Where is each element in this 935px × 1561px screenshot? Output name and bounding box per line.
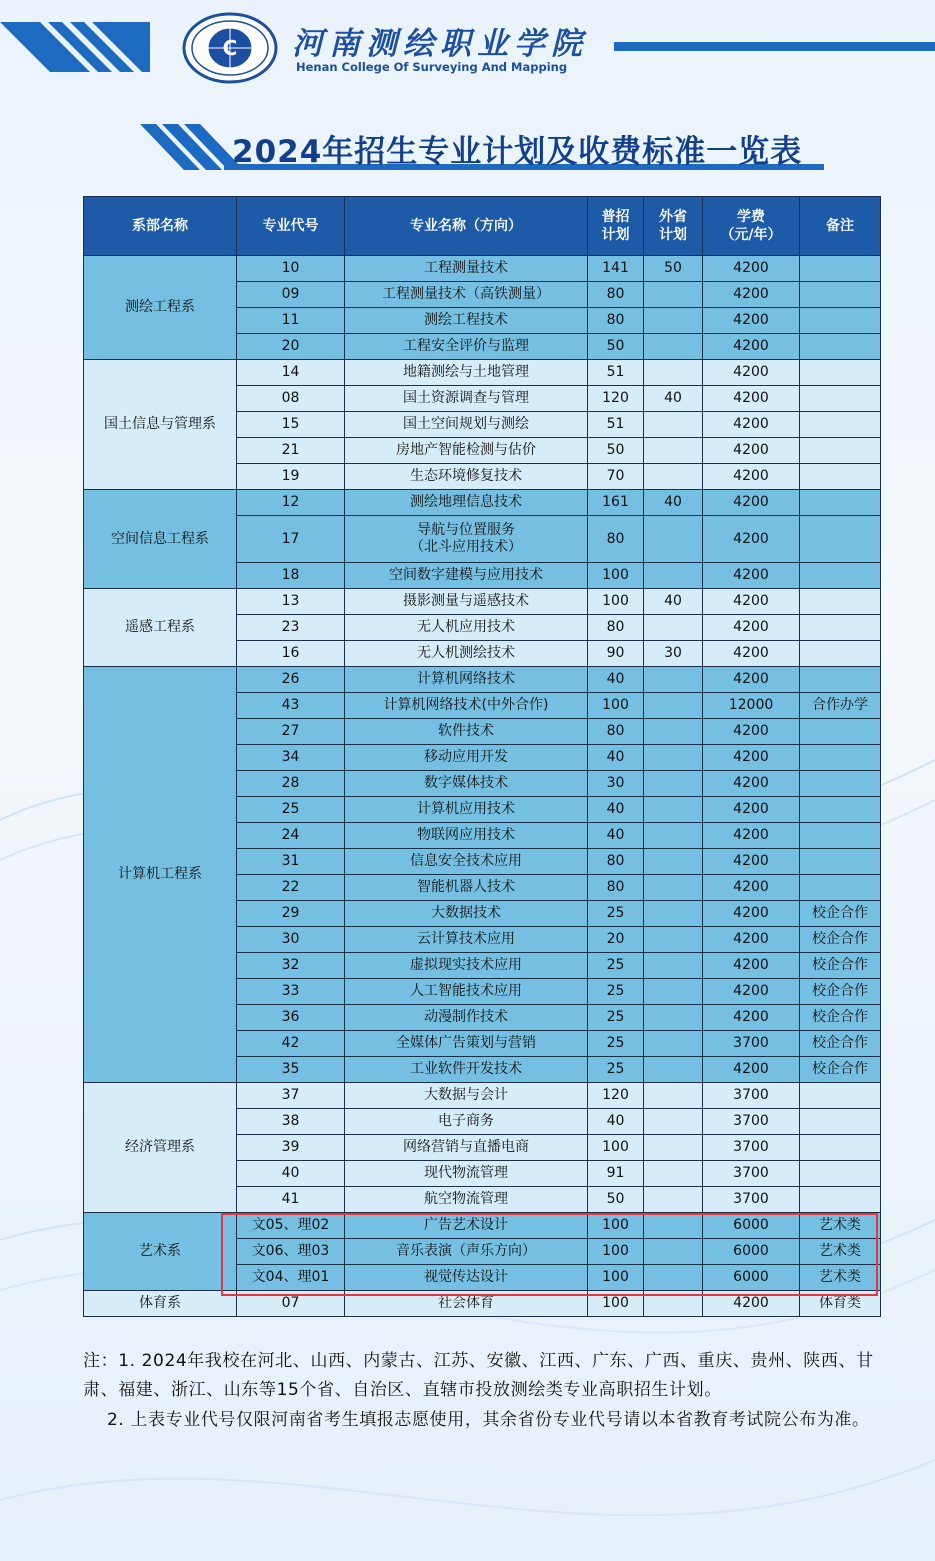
major-cell: 计算机网络技术: [345, 667, 588, 693]
code-cell: 14: [237, 360, 345, 386]
dept-cell: 国土信息与管理系: [84, 360, 237, 490]
code-cell: 34: [237, 745, 345, 771]
remark-cell: 艺术类: [800, 1213, 881, 1239]
major-cell: 社会体育: [345, 1291, 588, 1317]
remark-cell: [800, 1187, 881, 1213]
table-row: [84, 1083, 881, 1109]
general-plan-cell: 80: [588, 849, 644, 875]
outside-plan-cell: [644, 1005, 703, 1031]
code-cell: 38: [237, 1109, 345, 1135]
remark-cell: [800, 641, 881, 667]
fee-cell: 4200: [703, 823, 800, 849]
school-logo-icon: [181, 12, 279, 84]
outside-plan-cell: [644, 334, 703, 360]
fee-cell: 4200: [703, 1291, 800, 1317]
table-row: [84, 360, 881, 386]
fee-cell: 3700: [703, 1135, 800, 1161]
fee-cell: 4200: [703, 615, 800, 641]
fee-cell: 3700: [703, 1109, 800, 1135]
outside-plan-cell: 40: [644, 386, 703, 412]
outside-plan-cell: [644, 953, 703, 979]
code-cell: 43: [237, 693, 345, 719]
remark-cell: [800, 875, 881, 901]
note-1: 注：1. 2024年我校在河北、山西、内蒙古、江苏、安徽、江西、广东、广西、重庆、贵州、陕西、甘肃、福建、浙江、山东等15个省、自治区、直辖市投放测绘类专业高职招生计划。: [83, 1351, 874, 1400]
code-cell: 31: [237, 849, 345, 875]
fee-cell: 4200: [703, 516, 800, 563]
remark-cell: [800, 360, 881, 386]
outside-plan-cell: [644, 412, 703, 438]
general-plan-cell: 80: [588, 615, 644, 641]
major-cell: 云计算技术应用: [345, 927, 588, 953]
fee-cell: 4200: [703, 308, 800, 334]
general-plan-cell: 80: [588, 516, 644, 563]
school-name-cn: 河南测绘职业学院: [292, 26, 588, 62]
code-cell: 24: [237, 823, 345, 849]
fee-cell: 4200: [703, 901, 800, 927]
outside-plan-cell: [644, 771, 703, 797]
fee-cell: 4200: [703, 771, 800, 797]
remark-cell: [800, 745, 881, 771]
fee-cell: 4200: [703, 979, 800, 1005]
general-plan-cell: 25: [588, 979, 644, 1005]
outside-plan-cell: 30: [644, 641, 703, 667]
fee-cell: 4200: [703, 438, 800, 464]
school-name-en: Henan College Of Surveying And Mapping: [296, 60, 568, 74]
remark-cell: 体育类: [800, 1291, 881, 1317]
fee-cell: 4200: [703, 386, 800, 412]
fee-cell: 12000: [703, 693, 800, 719]
general-plan-cell: 120: [588, 1083, 644, 1109]
major-cell: 大数据与会计: [345, 1083, 588, 1109]
outside-plan-cell: [644, 927, 703, 953]
dept-cell: 体育系: [84, 1291, 237, 1317]
outside-plan-cell: [644, 308, 703, 334]
general-plan-cell: 100: [588, 1291, 644, 1317]
code-cell: 25: [237, 797, 345, 823]
fee-cell: 4200: [703, 490, 800, 516]
remark-cell: [800, 771, 881, 797]
remark-cell: [800, 256, 881, 282]
note-2: 2. 上表专业代号仅限河南省考生填报志愿使用，其余省份专业代号请以本省教育考试院公布为准。: [107, 1410, 870, 1430]
code-cell: 10: [237, 256, 345, 282]
remark-cell: [800, 1083, 881, 1109]
outside-plan-cell: [644, 464, 703, 490]
code-cell: 42: [237, 1031, 345, 1057]
general-plan-cell: 20: [588, 927, 644, 953]
general-plan-cell: 120: [588, 386, 644, 412]
header-code: 专业代号: [237, 197, 345, 256]
code-cell: 15: [237, 412, 345, 438]
remark-cell: 艺术类: [800, 1265, 881, 1291]
code-cell: 文06、理03: [237, 1239, 345, 1265]
fee-cell: 4200: [703, 360, 800, 386]
code-cell: 36: [237, 1005, 345, 1031]
major-cell: 国土资源调查与管理: [345, 386, 588, 412]
remark-cell: [800, 386, 881, 412]
general-plan-cell: 25: [588, 953, 644, 979]
remark-cell: 校企合作: [800, 979, 881, 1005]
code-cell: 文05、理02: [237, 1213, 345, 1239]
header-major: 专业名称（方向）: [345, 197, 588, 256]
header-fee: 学费 （元/年）: [703, 197, 800, 256]
code-cell: 29: [237, 901, 345, 927]
general-plan-cell: 80: [588, 308, 644, 334]
major-cell: 测绘地理信息技术: [345, 490, 588, 516]
general-plan-cell: 70: [588, 464, 644, 490]
general-plan-cell: 25: [588, 1031, 644, 1057]
notes: [83, 1347, 883, 1435]
major-cell: 视觉传达设计: [345, 1265, 588, 1291]
code-cell: 26: [237, 667, 345, 693]
fee-cell: 4200: [703, 412, 800, 438]
major-cell: 音乐表演（声乐方向）: [345, 1239, 588, 1265]
general-plan-cell: 100: [588, 693, 644, 719]
fee-cell: 4200: [703, 464, 800, 490]
remark-cell: [800, 719, 881, 745]
outside-plan-cell: [644, 901, 703, 927]
fee-cell: 4200: [703, 1057, 800, 1083]
remark-cell: [800, 1161, 881, 1187]
fee-cell: 4200: [703, 927, 800, 953]
remark-cell: [800, 464, 881, 490]
general-plan-cell: 141: [588, 256, 644, 282]
major-cell: 电子商务: [345, 1109, 588, 1135]
remark-cell: [800, 589, 881, 615]
general-plan-cell: 91: [588, 1161, 644, 1187]
remark-cell: [800, 438, 881, 464]
major-cell: 生态环境修复技术: [345, 464, 588, 490]
table-body: [84, 256, 881, 1317]
outside-plan-cell: [644, 823, 703, 849]
general-plan-cell: 50: [588, 1187, 644, 1213]
remark-cell: [800, 823, 881, 849]
major-cell: 工程测量技术: [345, 256, 588, 282]
major-cell: 计算机应用技术: [345, 797, 588, 823]
major-cell: 计算机网络技术(中外合作): [345, 693, 588, 719]
remark-cell: [800, 490, 881, 516]
major-cell: 大数据技术: [345, 901, 588, 927]
remark-cell: 校企合作: [800, 1057, 881, 1083]
major-cell: 工程测量技术（高铁测量）: [345, 282, 588, 308]
outside-plan-cell: [644, 360, 703, 386]
table-header-row: [84, 197, 881, 256]
remark-cell: 艺术类: [800, 1239, 881, 1265]
dept-cell: 空间信息工程系: [84, 490, 237, 589]
general-plan-cell: 51: [588, 412, 644, 438]
major-cell: 国土空间规划与测绘: [345, 412, 588, 438]
outside-plan-cell: [644, 719, 703, 745]
remark-cell: [800, 667, 881, 693]
major-cell: 人工智能技术应用: [345, 979, 588, 1005]
general-plan-cell: 100: [588, 1239, 644, 1265]
major-cell: 网络营销与直播电商: [345, 1135, 588, 1161]
major-cell: 地籍测绘与土地管理: [345, 360, 588, 386]
remark-cell: [800, 797, 881, 823]
major-cell: 虚拟现实技术应用: [345, 953, 588, 979]
fee-cell: 6000: [703, 1213, 800, 1239]
general-plan-cell: 161: [588, 490, 644, 516]
code-cell: 23: [237, 615, 345, 641]
outside-plan-cell: [644, 693, 703, 719]
major-cell: 物联网应用技术: [345, 823, 588, 849]
outside-plan-cell: [644, 745, 703, 771]
general-plan-cell: 40: [588, 745, 644, 771]
major-cell: 智能机器人技术: [345, 875, 588, 901]
general-plan-cell: 25: [588, 901, 644, 927]
general-plan-cell: 100: [588, 1213, 644, 1239]
highlight-box: [221, 1213, 878, 1296]
major-cell: 工程安全评价与监理: [345, 334, 588, 360]
general-plan-cell: 100: [588, 1135, 644, 1161]
major-cell: 工业软件开发技术: [345, 1057, 588, 1083]
outside-plan-cell: [644, 282, 703, 308]
code-cell: 41: [237, 1187, 345, 1213]
major-cell: 摄影测量与遥感技术: [345, 589, 588, 615]
table-row: [84, 256, 881, 282]
code-cell: 35: [237, 1057, 345, 1083]
outside-plan-cell: [644, 563, 703, 589]
outside-plan-cell: 40: [644, 490, 703, 516]
general-plan-cell: 50: [588, 438, 644, 464]
outside-plan-cell: [644, 979, 703, 1005]
fee-cell: 3700: [703, 1083, 800, 1109]
code-cell: 20: [237, 334, 345, 360]
code-cell: 13: [237, 589, 345, 615]
general-plan-cell: 25: [588, 1005, 644, 1031]
code-cell: 11: [237, 308, 345, 334]
outside-plan-cell: [644, 667, 703, 693]
dept-cell: 遥感工程系: [84, 589, 237, 667]
major-cell: 信息安全技术应用: [345, 849, 588, 875]
outside-plan-cell: [644, 849, 703, 875]
fee-cell: 4200: [703, 875, 800, 901]
code-cell: 09: [237, 282, 345, 308]
remark-cell: [800, 849, 881, 875]
major-cell: 动漫制作技术: [345, 1005, 588, 1031]
major-cell: 移动应用开发: [345, 745, 588, 771]
remark-cell: [800, 615, 881, 641]
header-rule: [614, 42, 935, 51]
dept-cell: 经济管理系: [84, 1083, 237, 1213]
fee-cell: 4200: [703, 589, 800, 615]
fee-cell: 6000: [703, 1239, 800, 1265]
major-cell: 现代物流管理: [345, 1161, 588, 1187]
remark-cell: 校企合作: [800, 927, 881, 953]
fee-cell: 3700: [703, 1031, 800, 1057]
general-plan-cell: 90: [588, 641, 644, 667]
general-plan-cell: 40: [588, 667, 644, 693]
code-cell: 21: [237, 438, 345, 464]
remark-cell: 校企合作: [800, 1005, 881, 1031]
fee-cell: 4200: [703, 667, 800, 693]
code-cell: 12: [237, 490, 345, 516]
major-cell: 空间数字建模与应用技术: [345, 563, 588, 589]
remark-cell: [800, 334, 881, 360]
outside-plan-cell: [644, 615, 703, 641]
header-dept: 系部名称: [84, 197, 237, 256]
code-cell: 32: [237, 953, 345, 979]
code-cell: 37: [237, 1083, 345, 1109]
code-cell: 文04、理01: [237, 1265, 345, 1291]
major-cell: 全媒体广告策划与营销: [345, 1031, 588, 1057]
fee-cell: 4200: [703, 563, 800, 589]
outside-plan-cell: 50: [644, 256, 703, 282]
general-plan-cell: 80: [588, 282, 644, 308]
table-row: [84, 667, 881, 693]
outside-plan-cell: [644, 1109, 703, 1135]
fee-cell: 4200: [703, 1005, 800, 1031]
outside-plan-cell: [644, 1187, 703, 1213]
code-cell: 27: [237, 719, 345, 745]
general-plan-cell: 30: [588, 771, 644, 797]
code-cell: 33: [237, 979, 345, 1005]
table-row: [84, 589, 881, 615]
svg-text:C: C: [222, 36, 238, 60]
page-title: 2024年招生专业计划及收费标准一览表: [232, 134, 803, 170]
fee-cell: 4200: [703, 282, 800, 308]
outside-plan-cell: [644, 875, 703, 901]
header-outside-plan: 外省 计划: [644, 197, 703, 256]
outside-plan-cell: 40: [644, 589, 703, 615]
general-plan-cell: 80: [588, 719, 644, 745]
fee-cell: 4200: [703, 256, 800, 282]
outside-plan-cell: [644, 516, 703, 563]
general-plan-cell: 80: [588, 875, 644, 901]
remark-cell: [800, 1135, 881, 1161]
major-cell: 数字媒体技术: [345, 771, 588, 797]
outside-plan-cell: [644, 797, 703, 823]
major-cell: 软件技术: [345, 719, 588, 745]
code-cell: 40: [237, 1161, 345, 1187]
general-plan-cell: 40: [588, 1109, 644, 1135]
code-cell: 08: [237, 386, 345, 412]
remark-cell: 校企合作: [800, 953, 881, 979]
outside-plan-cell: [644, 1135, 703, 1161]
fee-cell: 4200: [703, 745, 800, 771]
code-cell: 28: [237, 771, 345, 797]
header-remark: 备注: [800, 197, 881, 256]
major-cell: 无人机测绘技术: [345, 641, 588, 667]
general-plan-cell: 51: [588, 360, 644, 386]
fee-cell: 4200: [703, 719, 800, 745]
outside-plan-cell: [644, 1031, 703, 1057]
remark-cell: [800, 282, 881, 308]
remark-cell: [800, 308, 881, 334]
code-cell: 22: [237, 875, 345, 901]
general-plan-cell: 40: [588, 823, 644, 849]
major-cell: 广告艺术设计: [345, 1213, 588, 1239]
fee-cell: 4200: [703, 953, 800, 979]
remark-cell: [800, 412, 881, 438]
remark-cell: 合作办学: [800, 693, 881, 719]
major-cell: 航空物流管理: [345, 1187, 588, 1213]
code-cell: 39: [237, 1135, 345, 1161]
outside-plan-cell: [644, 1057, 703, 1083]
table-row: [84, 490, 881, 516]
general-plan-cell: 25: [588, 1057, 644, 1083]
remark-cell: [800, 1109, 881, 1135]
code-cell: 19: [237, 464, 345, 490]
header-stripes: [0, 22, 150, 72]
outside-plan-cell: [644, 438, 703, 464]
enrollment-plan-table: [83, 196, 881, 1317]
remark-cell: [800, 516, 881, 563]
general-plan-cell: 100: [588, 563, 644, 589]
code-cell: 17: [237, 516, 345, 563]
fee-cell: 4200: [703, 641, 800, 667]
outside-plan-cell: [644, 1083, 703, 1109]
outside-plan-cell: [644, 1161, 703, 1187]
major-cell: 无人机应用技术: [345, 615, 588, 641]
dept-cell: 测绘工程系: [84, 256, 237, 360]
general-plan-cell: 100: [588, 1265, 644, 1291]
dept-cell: 计算机工程系: [84, 667, 237, 1083]
code-cell: 07: [237, 1291, 345, 1317]
general-plan-cell: 40: [588, 797, 644, 823]
major-cell: 导航与位置服务 （北斗应用技术）: [345, 516, 588, 563]
code-cell: 18: [237, 563, 345, 589]
header-general-plan: 普招 计划: [588, 197, 644, 256]
major-cell: 测绘工程技术: [345, 308, 588, 334]
remark-cell: 校企合作: [800, 901, 881, 927]
fee-cell: 4200: [703, 849, 800, 875]
dept-cell: 艺术系: [84, 1213, 237, 1291]
remark-cell: [800, 563, 881, 589]
code-cell: 30: [237, 927, 345, 953]
fee-cell: 3700: [703, 1187, 800, 1213]
fee-cell: 3700: [703, 1161, 800, 1187]
fee-cell: 6000: [703, 1265, 800, 1291]
remark-cell: 校企合作: [800, 1031, 881, 1057]
fee-cell: 4200: [703, 334, 800, 360]
general-plan-cell: 50: [588, 334, 644, 360]
major-cell: 房地产智能检测与估价: [345, 438, 588, 464]
fee-cell: 4200: [703, 797, 800, 823]
code-cell: 16: [237, 641, 345, 667]
general-plan-cell: 100: [588, 589, 644, 615]
